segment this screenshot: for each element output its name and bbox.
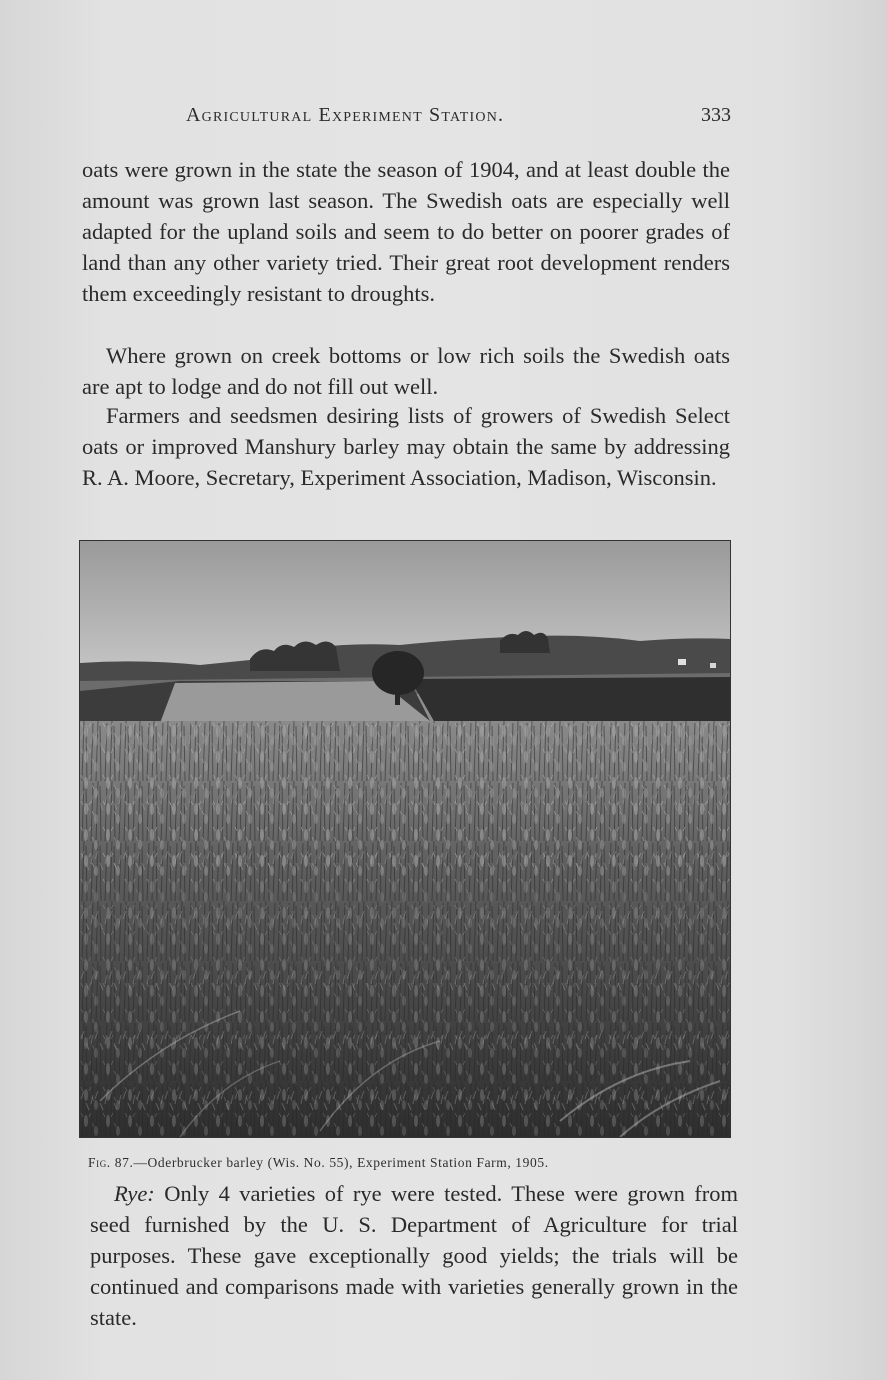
- barley-field-photo: [79, 540, 731, 1138]
- run-in-heading: Rye:: [114, 1181, 155, 1206]
- paragraph-body: Only 4 varieties of rye were tested. These were grown from seed furnished by the U. S. Department of Agriculture for trial purposes. These gave exceptionally good yields; the trials will be continued and comparisons made with varieties generally grown in the state.: [90, 1181, 738, 1330]
- paragraph-rye-text: [90, 1178, 738, 1333]
- running-head: [186, 104, 731, 134]
- paragraph-text: Where grown on creek bottoms or low rich soils the Swedish oats are apt to lodge and do not fill out well.: [82, 343, 730, 399]
- paragraph-rye: [90, 1178, 738, 1333]
- figure-label: Fig. 87.: [88, 1155, 134, 1170]
- paragraph-creek-bottoms: [82, 340, 730, 402]
- figure-caption-text: —Oderbrucker barley (Wis. No. 55), Experiment Station Farm, 1905.: [133, 1155, 549, 1170]
- running-title: Agricultural Experiment Station.: [186, 104, 505, 126]
- paragraph-farmers-seedsmen: [82, 400, 730, 493]
- figure-caption: [88, 1155, 736, 1171]
- paragraph-oats-continued: [82, 154, 730, 309]
- page-number: 333: [701, 104, 731, 126]
- paragraph-text: Farmers and seedsmen desiring lists of growers of Swedish Select oats or improved Manshury barley may obtain the same by addressing R. A. Moore, Secretary, Experiment Association, Madison, Wisconsin.: [82, 403, 730, 490]
- photo-illustration: [80, 541, 730, 1137]
- paragraph-text: oats were grown in the state the season of 1904, and at least double the amount was grown last season. The Swedish oats are especially well adapted for the upland soils and seem to do better on poorer grades of land than any other variety tried. Their great root development renders them exceedingly resistant to droughts.: [82, 157, 730, 306]
